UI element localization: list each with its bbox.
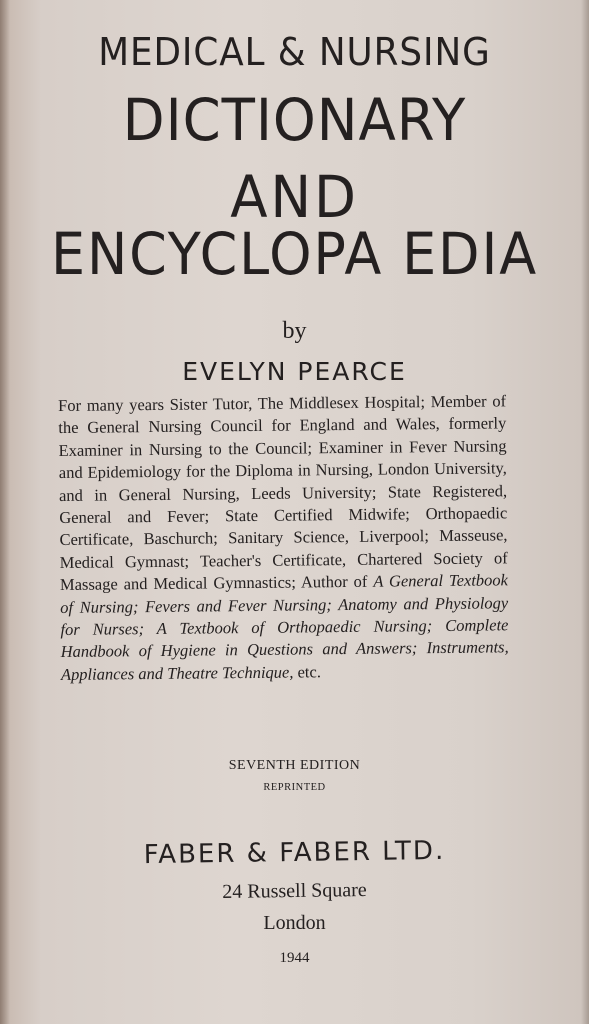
biography-book-titles: A General Textbook of Nursing; Fevers and Fever Nursing; Anatomy and Physiology for Nurses; A Textbook of Orthopaedic Nursing; Complete Handbook of Hygiene in Questions and Answers; Instruments, Appliances and Theatre Technique,	[60, 570, 509, 684]
publisher-name: FABER & FABER LTD.	[143, 835, 446, 871]
byline: by	[282, 318, 307, 344]
biography-credentials: For many years Sister Tutor, The Middlesex Hospital; Member of the General Nursing Council for England and Wales, formerly Examiner in Nursing to the Council; Examiner in Fever Nursing and Epidemiology for the Diploma in Nursing, London University, and in General Nursing, Leeds University; State Registered, General and Fever; State Certified Midwife; Orthopaedic Certificate, Baschurch; Sanitary Science, Liverpool; Masseuse, Medical Gymnast; Teacher's Certificate, Chartered Society of Massage and Medical Gymnastics; Author of	[58, 391, 508, 595]
biography-etc: etc.	[297, 662, 321, 682]
author-biography	[58, 390, 509, 686]
title-line-4: ENCYCLOPA EDIA	[50, 220, 538, 288]
edition-label: SEVENTH EDITION	[228, 758, 361, 773]
reprinted-label: REPRINTED	[263, 782, 326, 793]
page-edge-shadow	[581, 0, 589, 1024]
title-line-3: AND	[230, 163, 359, 231]
publisher-address: 24 Russell Square	[222, 878, 367, 904]
author-name: EVELYN PEARCE	[182, 357, 407, 386]
title-line-2: DICTIONARY	[122, 86, 467, 154]
title-line-1: MEDICAL & NURSING	[98, 30, 491, 74]
publication-year: 1944	[279, 950, 310, 966]
publisher-city: London	[263, 912, 326, 934]
